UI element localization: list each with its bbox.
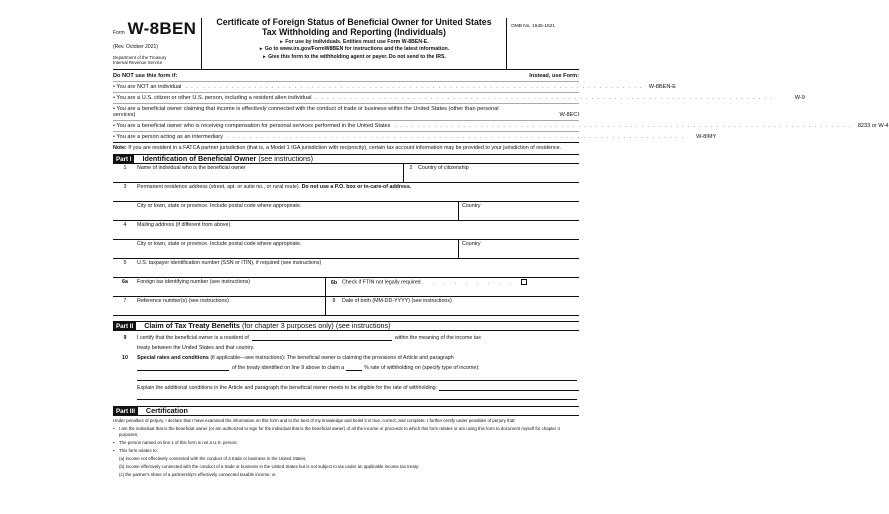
cert-bullet: • The person named on line 1 of this form is not a U.S. person; [113,440,238,446]
form-word: Form [113,30,125,36]
residence-country-field[interactable]: Country [458,202,579,220]
mailing-address-field[interactable]: 4 Mailing address (if different from above) [123,222,231,229]
instruction-3: ► Give this form to the withholding agent or payer. Do not send to the IRS. [262,54,446,61]
alt-form: W-9 [794,95,805,102]
income-type-input[interactable] [137,375,577,381]
part-3-tag: Part III [113,407,138,416]
us-tin-field[interactable]: 5 U.S. taxpayer identification number (SSN or ITIN), if required (see instructions) [123,260,322,267]
part-3-title: Certification [145,406,188,416]
revision-date: (Rev. October 2021) [113,44,158,51]
instruction-1: ► For use by individuals. Entities must use Form W-8BEN-E. [279,38,429,45]
citizenship-field[interactable]: 2 Country of citizenship [403,164,579,182]
do-not-use-row: • You are NOT an individual ................................................................................ W-8BEN-E [113,81,579,92]
foreign-tin-field[interactable]: 6a Foreign tax identifying number (see instructions) [122,279,251,286]
cert-sub-c: (c) the partner's share of a partnership's effectively connected taxable income; or [119,472,276,478]
instead-use-label: Instead, use Form: [529,73,579,80]
line-10-explain: Explain the additional conditions in the Article and paragraph the beneficial owner meets to be eligible for the rate of withholding: [113,381,579,391]
part-1-header: Part I Identification of Beneficial Owner (see instructions) [113,154,579,164]
line-5-row[interactable] [113,259,579,278]
part-2-title: Claim of Tax Treaty Benefits [144,321,240,331]
article-paragraph-input[interactable] [137,365,229,371]
alt-form: W-8IMY [696,134,717,141]
line-4-row[interactable] [113,221,579,240]
line-10: 10 Special rates and conditions (if applicable—see instructions): The beneficial owner is claiming the provisions of Article and paragraph [122,355,454,362]
do-not-use-row: • You are a beneficial owner claiming that income is effectively connected with the conduct of trade or business within the United States (other than personal services) W-8ECI [113,103,579,120]
fatca-note: Note: If you are resident in a FATCA partner jurisdiction (that is, a Model 1 IGA jurisdiction with reciprocity), certain tax account information may be provided to your jurisdiction of residence. [113,142,579,154]
line-9: 9 I certify that the beneficial owner is a resident of within the meaning of the income tax [123,335,481,342]
residence-city-field[interactable]: City or town, state or province. Include postal code where appropriate. [137,203,302,210]
line-6-row [113,278,579,297]
cert-bullet: • I am the individual that is the beneficial owner (or am authorized to sign for the individual that is the beneficial owner) of all the income or proceeds to which this form relates or am using this form to document myself for chapter 4 purposes; [113,426,560,438]
department: Department of the Treasury [113,55,167,61]
do-not-use-row: • You are a beneficial owner who is receiving compensation for personal services performed in the United States ................................................................................ 8233 or W-4 [113,120,579,131]
perjury-statement: Under penalties of perjury, I declare that I have examined the information on this form and to the best of my knowledge and belief it is true, correct, and complete. I further certify under penalties of perjury that: [113,418,516,424]
alt-form: 8233 or W-4 [857,123,889,130]
arrow-right-icon: ► [262,54,267,60]
form-number: W-8BEN [127,19,197,38]
line-9-cont: treaty between the United States and that country. [137,345,255,352]
cert-sub-a: (a) income not effectively connected with the conduct of a trade or business in the United States; [119,456,307,462]
reference-number-field[interactable]: 7 Reference number(s) (see instructions) [123,298,229,305]
do-not-use-row: • You are a person acting as an intermediary ................................................................................ W-8IMY [113,131,579,142]
alt-form: W-8ECI [559,112,579,119]
part-2-header: Part II Claim of Tax Treaty Benefits (for chapter 3 purposes only) (see instructions) [113,321,579,331]
arrow-right-icon: ► [258,46,264,52]
income-type-line [113,371,579,381]
date-of-birth-field[interactable]: 8 Date of birth (MM-DD-YYYY) (see instructions) [325,297,579,315]
form-header [113,18,579,70]
part-2-tag: Part II [113,322,136,331]
ftin-not-required-checkbox[interactable] [521,279,527,285]
form-id-block [113,18,202,69]
irs: Internal Revenue Service [113,60,163,66]
conditions-line-2 [113,391,579,400]
alt-form: W-8BEN-E [648,84,677,91]
part-3-header [113,406,579,416]
line-7-8-row [113,297,579,316]
cert-bullet: • This form relates to: [113,448,158,454]
omb-number: OMB No. 1545-1621 [511,24,555,29]
part-1-tag: Part I [113,155,134,164]
mailing-city-field[interactable]: City or town, state or province. Include postal code where appropriate. [137,241,302,248]
conditions-input[interactable] [439,385,579,391]
cert-sub-b: (b) income effectively connected with the conduct of a trade or business in the United States but is not subject to tax under an applicable income tax treaty; [119,464,420,470]
arrow-right-icon: ► [279,38,284,44]
line-3-row[interactable] [113,183,579,202]
do-not-use-row: • You are a U.S. citizen or other U.S. person, including a resident alien individual ................................................................................ W-9 [113,92,579,103]
form-title: Certificate of Foreign Status of Beneficial Owner for United States Tax Withholding and Reporting (Individuals) [216,17,492,37]
certification-text [113,418,579,478]
line-10-cont: of the treaty identified on line 9 above to claim a % rate of withholding on (specify type of income): [113,361,579,371]
residence-address-field[interactable]: 3 Permanent residence address (street, apt. or suite no., or rural route). Do not use a P.O. box or in-care-of address. [123,184,412,191]
line-1-2-row [113,164,579,183]
mailing-country-field[interactable]: Country [458,240,579,258]
part-1-title: Identification of Beneficial Owner [142,154,257,164]
ftin-not-required: 6b Check if FTIN not legally required . . . . . . . . . [325,278,579,296]
do-not-use-heading [113,72,579,81]
conditions-input-2[interactable] [137,394,577,400]
form-title-block [202,18,507,69]
do-not-use-label: Do NOT use this form if: [113,73,178,80]
name-field[interactable]: 1 Name of individual who is the beneficial owner [123,165,246,172]
rate-input[interactable] [346,365,362,371]
line-4-city-row [113,240,579,259]
treaty-country-input[interactable] [252,335,392,341]
line-3-city-row [113,202,579,221]
instruction-2: ► Go to www.irs.gov/FormW8BEN for instructions and the latest information. [258,46,450,53]
omb-block [507,18,579,69]
